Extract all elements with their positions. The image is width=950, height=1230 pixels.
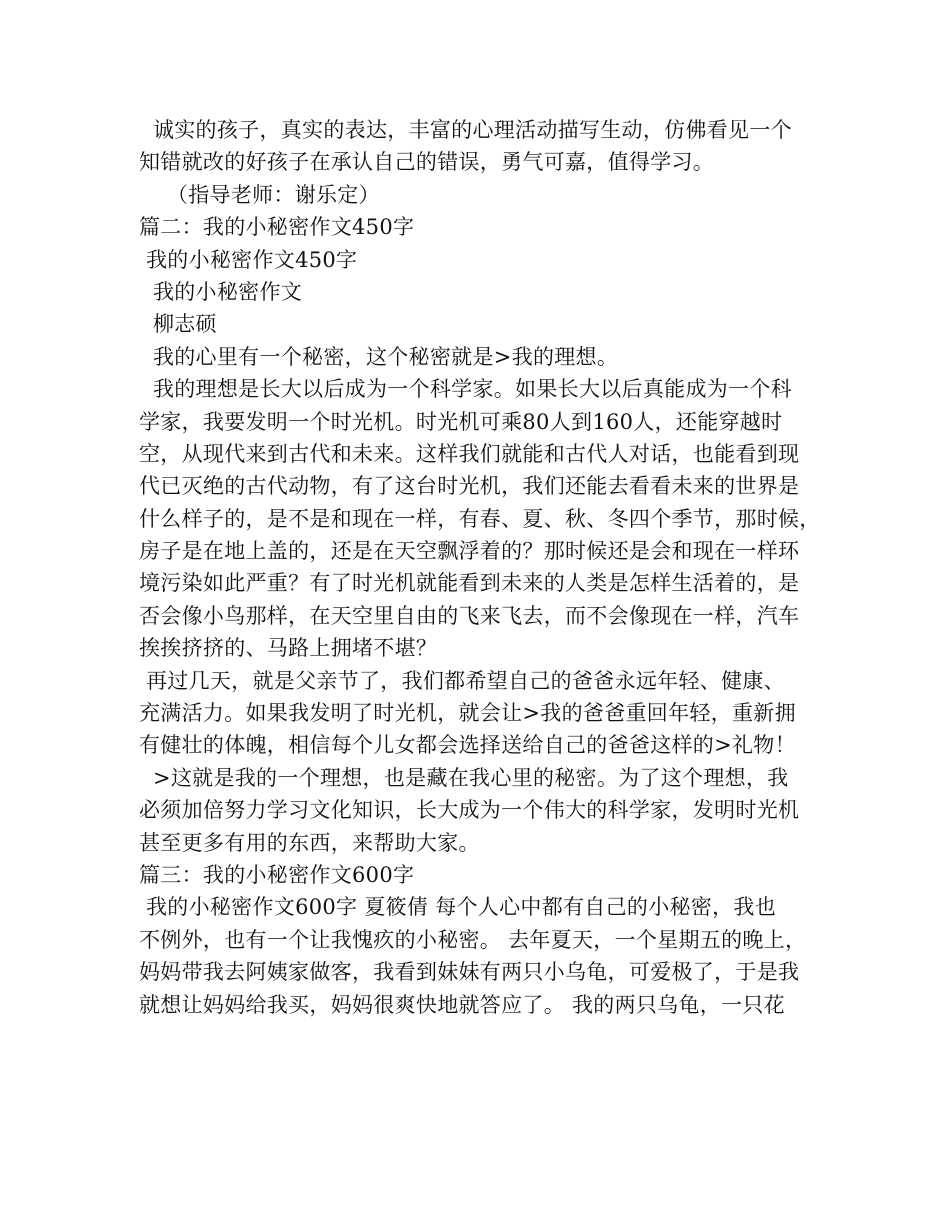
- text-line: （指导老师：谢乐定）: [139, 182, 380, 207]
- section-heading: 篇二：我的小秘密作文450字: [139, 215, 415, 240]
- text-line: 挨挨挤挤的、马路上拥堵不堪？: [139, 636, 438, 661]
- text-line: 空，从现代来到古代和未来。这样我们就能和古代人对话，也能看到现: [139, 441, 800, 466]
- text-line: 境污染如此严重？有了时光机就能看到未来的人类是怎样生活着的，是: [139, 571, 800, 596]
- text-line: 甚至更多有用的东西，来帮助大家。: [139, 830, 480, 855]
- text-line: 必须加倍努力学习文化知识，长大成为一个伟大的科学家，发明时光机: [139, 798, 800, 823]
- essay-title: 我的小秘密作文450字: [139, 247, 358, 272]
- text-line: 我的心里有一个秘密，这个秘密就是>我的理想。: [139, 344, 619, 369]
- text-line: 充满活力。如果我发明了时光机，就会让>我的爸爸重回年轻，重新拥: [139, 701, 796, 726]
- text-line: >这就是我的一个理想，也是藏在我心里的秘密。为了这个理想，我: [139, 765, 789, 790]
- text-line: 房子是在地上盖的，还是在天空飘浮着的？那时候还是会和现在一样环: [139, 539, 800, 564]
- text-line: 有健壮的体魄，相信每个儿女都会选择送给自己的爸爸这样的>礼物！: [139, 733, 796, 758]
- text-line: 诚实的孩子，真实的表达，丰富的心理活动描写生动，仿佛看见一个: [139, 118, 792, 142]
- text-line: 不例外，也有一个让我愧疚的小秘密。 去年夏天，一个星期五的晚上，: [139, 927, 807, 952]
- text-line: 就想让妈妈给我买，妈妈很爽快地就答应了。 我的两只乌龟，一只花: [139, 992, 785, 1017]
- section-heading: 篇三：我的小秘密作文600字: [139, 862, 415, 887]
- text-line: 我的小秘密作文600字 夏筱倩 每个人心中都有自己的小秘密，我也: [139, 895, 777, 920]
- text-line: 知错就改的好孩子在承认自己的错误，勇气可嘉，值得学习。: [139, 150, 715, 175]
- text-line: 再过几天，就是父亲节了，我们都希望自己的爸爸永远年轻、健康、: [139, 668, 785, 693]
- document-body: [139, 114, 829, 1021]
- essay-subtitle: 我的小秘密作文: [139, 279, 303, 304]
- text-line: 妈妈带我去阿姨家做客，我看到妹妹有两只小乌龟，可爱极了，于是我: [139, 960, 800, 985]
- text-line: 学家，我要发明一个时光机。时光机可乘80人到160人，还能穿越时: [139, 409, 783, 434]
- text-line: 我的理想是长大以后成为一个科学家。如果长大以后真能成为一个科: [139, 377, 792, 402]
- author-name: 柳志硕: [139, 312, 217, 337]
- text-line: 代已灭绝的古代动物，有了这台时光机，我们还能去看看未来的世界是: [139, 474, 800, 499]
- text-line: 否会像小鸟那样，在天空里自由的飞来飞去，而不会像现在一样，汽车: [139, 603, 800, 628]
- text-line: 什么样子的，是不是和现在一样，有春、夏、秋、冬四个季节，那时候，: [139, 506, 821, 531]
